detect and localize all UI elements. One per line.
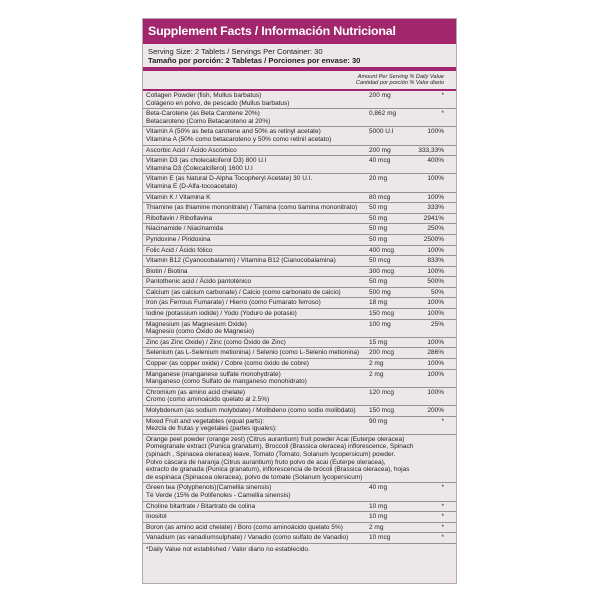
nutrient-daily-value: 100% (427, 246, 444, 254)
nutrient-daily-value: 100% (427, 310, 444, 318)
nutrient-name-line: Iron (as Ferrous Fumarate) / Hierro (como Fumarato ferroso) (146, 299, 321, 307)
nutrient-row (143, 193, 456, 204)
nutrient-name-line: Magnesio (como Óxido de Magnesio) (146, 328, 255, 336)
nutrient-name-line: Manganese (manganese sulfate monohydrate) (146, 370, 281, 378)
nutrient-row (143, 277, 456, 288)
nutrient-daily-value: * (441, 110, 444, 118)
nutrient-amount: 50 mg (369, 214, 388, 222)
nutrient-amount: 50 mg (369, 278, 388, 286)
nutrient-name-line: Manganeso (como Sulfato de manganeso monohidrato) (146, 378, 307, 386)
nutrient-name-line: Riboflavin / Riboflavina (146, 214, 213, 222)
nutrient-name-line: extracto de granada (Punica granatum), inflorescencia de brócoli (Brassica oleracea), hojas (146, 466, 410, 474)
nutrient-name-line: Pantothenic acid / Ácido pantoténico (146, 278, 252, 286)
nutrient-name-line: Niacinamide / Niacinamida (146, 225, 223, 233)
nutrient-name-line: Mezcla de frutas y vegetales (partes iguales): (146, 425, 277, 433)
nutrient-row (143, 483, 456, 501)
nutrient-amount: 18 mg (369, 299, 388, 307)
nutrient-row (143, 338, 456, 349)
nutrient-daily-value: 400% (427, 157, 444, 165)
nutrient-daily-value: 100% (427, 370, 444, 378)
nutrient-name (146, 418, 360, 433)
nutrient-row (143, 533, 456, 544)
nutrient-name (146, 339, 360, 347)
nutrient-amount: 10 mcg (369, 534, 391, 542)
nutrient-amount: 400 mcg (369, 246, 394, 254)
nutrient-amount: 2 mg (369, 360, 384, 368)
nutrient-name-line: Mixed Fruit and vegetables (equal parts): (146, 417, 265, 425)
nutrient-daily-value: * (441, 417, 444, 425)
nutrient-name-line: Zinc (as Zinc Oxide) / Zinc (como Óxido de Zinc) (146, 338, 286, 346)
nutrient-name (146, 360, 360, 368)
nutrient-daily-value: * (441, 534, 444, 542)
nutrient-name (146, 278, 360, 286)
nutrient-name-line: Copper (as copper oxide) / Cobre (como óxido de cobre) (146, 360, 309, 368)
column-header-es: Cantidad por porción % Valor diario (355, 80, 444, 86)
footnote: *Daily Value not established / Valor diario no establecido. (146, 545, 310, 553)
nutrient-name-line: Green tea (Polyphenols)(Camellia sinensis) (146, 484, 272, 492)
nutrient-amount: 10 mg (369, 513, 388, 521)
nutrient-daily-value: 50% (430, 288, 444, 296)
nutrient-row (143, 146, 456, 157)
nutrient-name (146, 257, 360, 265)
nutrient-row (143, 267, 456, 278)
nutrient-amount: 100 mg (369, 320, 391, 328)
nutrient-name-line: Molybdenum (as sodium molybdate) / Molibdeno (como sodio molibdato) (146, 407, 356, 414)
nutrient-name (146, 503, 360, 511)
nutrient-amount: 120 mcg (369, 388, 394, 396)
nutrient-name (146, 247, 360, 255)
nutrient-daily-value: 100% (427, 267, 444, 275)
nutrient-row (143, 214, 456, 225)
nutrient-row (143, 91, 456, 109)
nutrient-daily-value: 100% (427, 299, 444, 307)
nutrient-daily-value: 2500% (423, 235, 444, 243)
nutrient-name-line: Inositol (146, 513, 167, 521)
nutrient-name (146, 92, 360, 107)
nutrient-name-line: Magnesium (as Magnesium Oxide) (146, 320, 247, 328)
nutrient-name-line: Biotin / Biotina (146, 267, 188, 275)
nutrient-daily-value: 333% (427, 204, 444, 212)
nutrient-row (143, 348, 456, 359)
nutrient-name (146, 225, 360, 233)
nutrient-name-line: Betacaroteno (Como Betacaroteno al 20%) (146, 117, 271, 125)
nutrient-row (143, 127, 456, 145)
nutrient-name (146, 299, 360, 307)
nutrient-amount: 150 mcg (369, 407, 394, 414)
nutrient-daily-value: 100% (427, 338, 444, 346)
nutrient-amount: 40 mg (369, 484, 388, 492)
nutrient-row (143, 320, 456, 338)
nutrient-name-line: Té Verde (15% de Polifenoles - Camellia sinensis) (146, 491, 291, 499)
nutrient-name (146, 513, 360, 521)
nutrient-amount: 0,862 mg (369, 110, 397, 118)
nutrient-daily-value: 100% (427, 388, 444, 396)
nutrient-row (143, 309, 456, 320)
serving-size-en: Serving Size: 2 Tablets / Servings Per Container: 30 (148, 47, 323, 56)
nutrient-row (143, 435, 456, 484)
nutrient-name-line: Colágeno en polvo, de pescado (Mullus barbatus) (146, 99, 290, 107)
nutrient-row (143, 288, 456, 299)
nutrient-daily-value: 500% (427, 278, 444, 286)
nutrient-amount: 20 mg (369, 175, 388, 183)
nutrient-name (146, 204, 360, 212)
nutrient-amount: 2 mg (369, 370, 384, 378)
nutrient-amount: 50 mcg (369, 257, 391, 265)
nutrient-name (146, 349, 360, 357)
nutrient-row (143, 246, 456, 257)
nutrient-amount: 50 mg (369, 204, 388, 212)
nutrient-name-line: Calcium (as calcium carbonate) / Calcio (como carbonato de calcio) (146, 288, 341, 296)
nutrient-name (146, 194, 360, 202)
nutrient-name-line: Polvo cáscara de naranja (Citrus aurantium) fruto polvo de acai (Euterpe oleracea), (146, 458, 386, 466)
nutrient-amount: 5000 U.I (369, 128, 394, 136)
column-header-en: Amount Per Serving % Daily Value (357, 74, 444, 80)
nutrient-name-line: Vitamin B12 (Cyanocobalamin) / Vitamina B12 (Cianocobalamina) (146, 257, 336, 265)
nutrient-amount: 200 mcg (369, 349, 394, 357)
nutrient-name-line: Selenium (as L-Selenium metionina) / Selenio (como L-Selenio metionina) (146, 349, 360, 357)
nutrient-name (146, 436, 426, 482)
nutrient-amount: 50 mg (369, 225, 388, 233)
nutrient-name (146, 110, 360, 125)
nutrient-row (143, 359, 456, 370)
nutrient-name (146, 484, 360, 499)
nutrient-daily-value: 2941% (423, 214, 444, 222)
panel-title: Supplement Facts / Información Nutricional (143, 19, 456, 44)
nutrient-name (146, 534, 360, 542)
nutrient-amount: 300 mcg (369, 267, 394, 275)
nutrient-daily-value: * (441, 92, 444, 99)
nutrient-table (143, 91, 456, 544)
nutrient-name-line: Beta-Carotene (as Beta Carotene 20%) (146, 110, 260, 118)
nutrient-name (146, 175, 360, 190)
nutrient-daily-value: * (441, 523, 444, 531)
nutrient-name-line: Orange peel powder (orange zest) (Citrus aurantium) fruit powder Acai (Euterpe oleracea) (146, 435, 405, 443)
nutrient-row (143, 224, 456, 235)
serving-info (143, 44, 456, 71)
nutrient-daily-value: 200% (427, 407, 444, 414)
nutrient-daily-value: * (441, 513, 444, 521)
nutrient-name-line: Choline bitartrate / Bitartrato de colina (146, 502, 256, 510)
nutrient-amount: 15 mg (369, 338, 388, 346)
nutrient-name (146, 289, 360, 297)
nutrient-amount: 80 mcg (369, 193, 391, 201)
nutrient-name (146, 371, 360, 386)
nutrient-daily-value: 333,33% (418, 146, 444, 154)
nutrient-row (143, 109, 456, 127)
nutrient-amount: 150 mcg (369, 310, 394, 318)
nutrient-row (143, 235, 456, 246)
nutrient-daily-value: 100% (427, 128, 444, 136)
nutrient-row (143, 523, 456, 534)
nutrient-amount: 200 mg (369, 92, 391, 99)
nutrient-amount: 500 mg (369, 288, 391, 296)
nutrient-name-line: Vitamin K / Vitamina K (146, 193, 211, 201)
nutrient-name (146, 128, 360, 143)
nutrient-name (146, 524, 360, 532)
nutrient-name-line: Cromo (como aminoácido quelato al 2.5%) (146, 396, 270, 404)
nutrient-daily-value: 25% (430, 320, 444, 328)
nutrient-name-line: Iodine (potassium iodide) / Yodo (Yoduro de potasio) (146, 310, 297, 318)
nutrient-name-line: Vitamin E (as Natural D-Alpha Tocopheryl Acetate) 30 U.I. (146, 175, 313, 183)
nutrient-name-line: Pomegranate extract (Punica granatum), Broccoli (Brassica oleracea) inflorescence, Spinach (146, 443, 414, 451)
nutrient-name-line: (spinach , Spinacea oleracea) leave, Tomato (Tomato, Solanum lycopersicum) powder. (146, 450, 396, 458)
nutrient-row (143, 298, 456, 309)
nutrient-amount: 200 mg (369, 146, 391, 154)
nutrient-daily-value: 100% (427, 175, 444, 183)
nutrient-row (143, 256, 456, 267)
nutrient-row (143, 512, 456, 523)
serving-size-es: Tamaño por porción: 2 Tabletas / Porciones por envase: 30 (148, 56, 361, 65)
nutrient-amount: 90 mg (369, 417, 388, 425)
nutrient-name-line: Vitamina D3 (Colecalciferol) 1600 U.I (146, 164, 253, 172)
nutrient-name-line: Vitamin D3 (as cholecalciferol D3) 800 U.I (146, 157, 267, 165)
nutrient-amount: 10 mg (369, 502, 388, 510)
nutrient-name (146, 407, 360, 415)
nutrient-name (146, 310, 360, 318)
nutrient-daily-value: 250% (427, 225, 444, 233)
nutrient-row (143, 388, 456, 406)
nutrient-row (143, 417, 456, 435)
nutrient-name-line: Vitamin A (50% as beta carotene and 50% as retinyl acetate) (146, 128, 321, 136)
nutrient-row (143, 156, 456, 174)
nutrient-name (146, 215, 360, 223)
nutrient-name (146, 157, 360, 172)
nutrient-name-line: Chromium (as amino acid chelate) (146, 388, 245, 396)
nutrient-row (143, 502, 456, 513)
nutrient-name (146, 147, 360, 155)
nutrient-name-line: Pyridoxine / Piridoxina (146, 235, 211, 243)
nutrient-name-line: Folic Acid / Ácido fólico (146, 246, 213, 254)
nutrient-row (143, 174, 456, 192)
nutrient-name (146, 268, 360, 276)
nutrient-row (143, 370, 456, 388)
nutrient-daily-value: 286% (427, 349, 444, 357)
nutrient-daily-value: * (441, 502, 444, 510)
supplement-facts-panel (142, 18, 457, 584)
nutrient-row (143, 203, 456, 214)
nutrient-name-line: Ascorbic Acid / Ácido Ascórbico (146, 146, 237, 154)
nutrient-amount: 40 mcg (369, 157, 391, 165)
nutrient-daily-value: 100% (427, 360, 444, 368)
nutrient-name (146, 236, 360, 244)
nutrient-amount: 50 mg (369, 235, 388, 243)
nutrient-name (146, 321, 360, 336)
column-header (143, 71, 456, 91)
nutrient-name-line: Thiamine (as thiamine mononitrate) / Tiamina (como tiamina mononitrato) (146, 204, 358, 212)
nutrient-name-line: Vitamina E (D-Alfa-tocoacetato) (146, 182, 238, 190)
nutrient-name-line: Collagen Powder (fish, Mullus barbatus) (146, 92, 262, 99)
nutrient-name (146, 389, 360, 404)
nutrient-name-line: de espinaca (Spinacea oleracea), polvo de tomate (Solanum lycopersicum) (146, 473, 363, 481)
nutrient-daily-value: 833% (427, 257, 444, 265)
nutrient-amount: 2 mg (369, 523, 384, 531)
nutrient-name-line: Vitamina A (50% como betacaroteno y 50% como retinil acetato) (146, 135, 332, 143)
nutrient-row (143, 406, 456, 417)
nutrient-daily-value: 100% (427, 193, 444, 201)
nutrient-daily-value: * (441, 484, 444, 492)
nutrient-name-line: Vanadium (as vanadiumsulphate) / Vanadio (como sulfato de Vanadio) (146, 534, 349, 542)
nutrient-name-line: Boron (as amino acid chelate) / Boro (como aminoácido quelato 5%) (146, 523, 343, 531)
